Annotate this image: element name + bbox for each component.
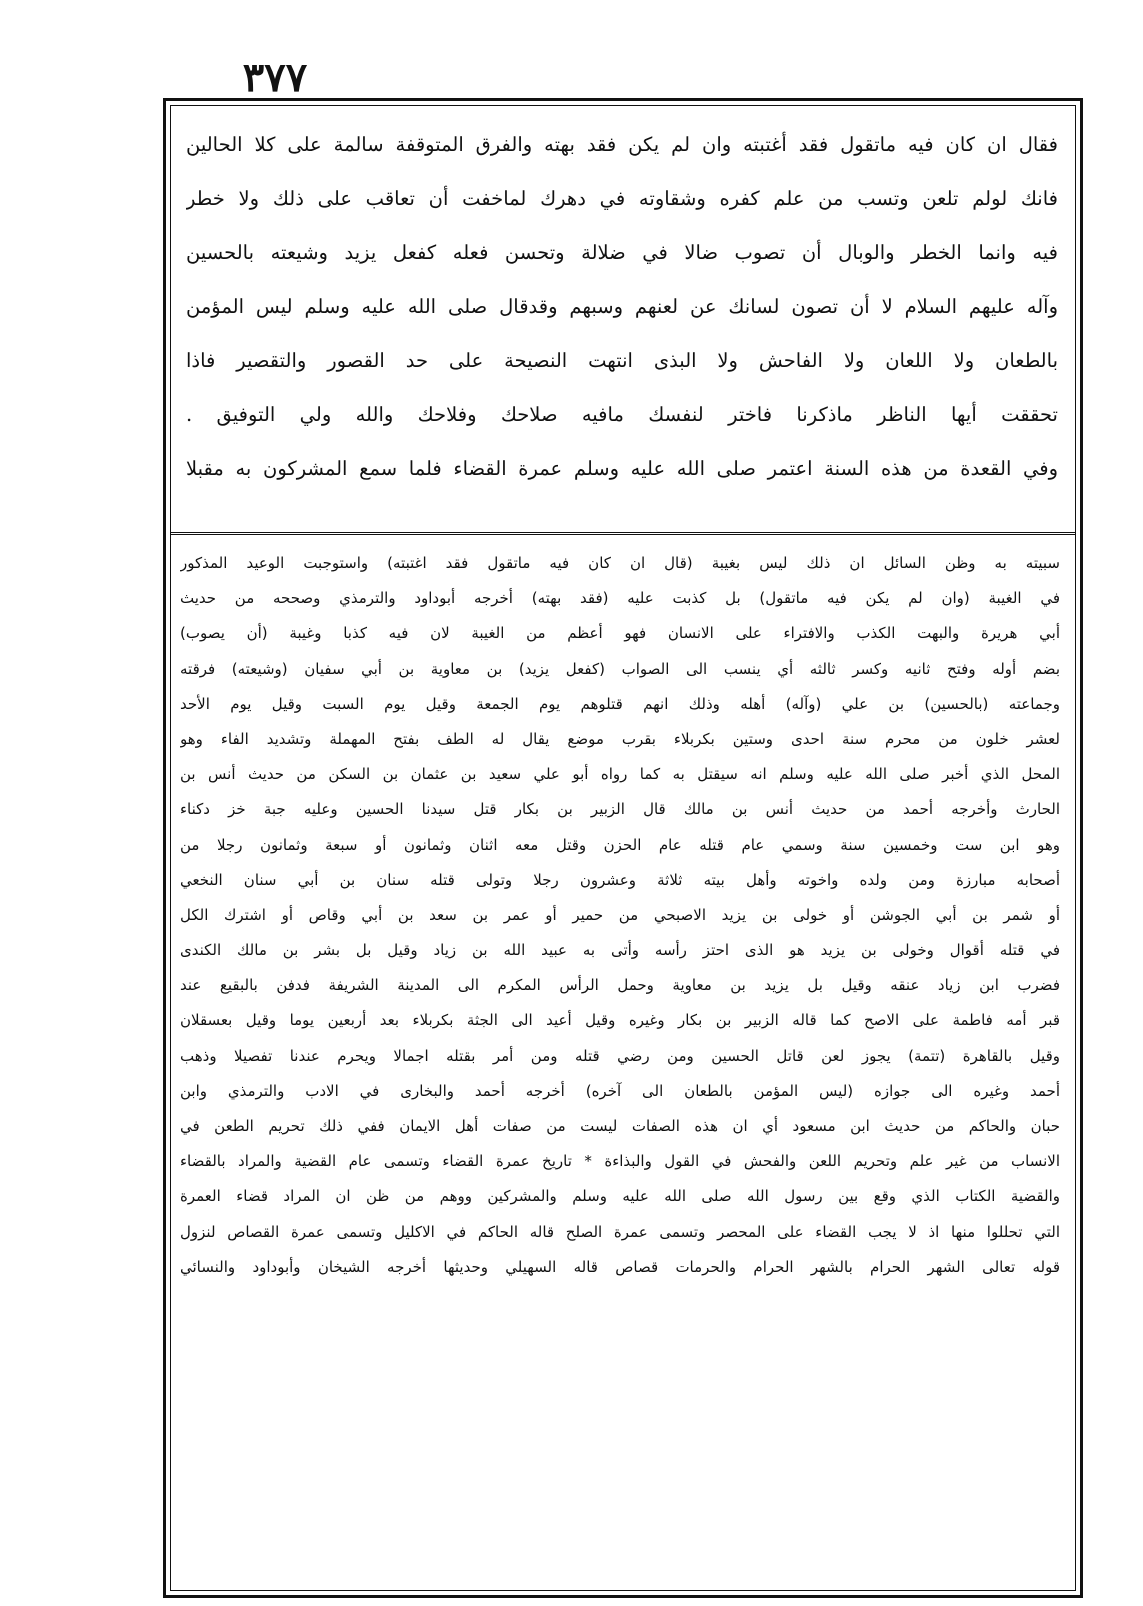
commentary-line: أحمد وغيره الى جوازه (ليس المؤمن بالطعان الى آخره) أخرجه أحمد والبخارى في الادب والترمذي وابن [180,1081,1060,1100]
commentary-line: في قتله أقوال وخولى بن يزيد هو الذى احتز رأسه وأتى به عبيد الله بن زياد وقيل بل بشر بن مالك الكندى [180,941,1060,960]
commentary-line: أو شمر بن أبي الجوشن أو خولى بن يزيد الاصبحي من حمير أو عمر بن سعد بن أبي وقاص أو اشترك الكل [180,905,1060,924]
commentary-line: قبر أمه فاطمة على الاصح كما قاله الزبير بن بكار وغيره وقيل أعيد الى الجثة بكربلاء بعد أربعين يوما وقيل بعسقلان [180,1011,1060,1030]
commentary-line: والقضية الكتاب الذي وقع بين رسول الله صلى الله عليه وسلم والمشركين ووهم من ظن ان المراد قضاء العمرة [180,1187,1060,1206]
commentary-line: أبي هريرة والبهت الكذب والافتراء على الانسان فهو أعظم من الغيبة لان فيه كذبا وغيبة (أن يصوب) [180,624,1060,643]
commentary-line: المحل الذي أخبر صلى الله عليه وسلم انه سيقتل به كما رواه أبو علي سعيد بن عثمان بن السكن من حديث أنس بن [180,765,1060,784]
commentary-line: لعشر خلون من محرم سنة احدى وستين بكربلاء بقرب موضع يقال له الطف بفتح المهملة وتشديد الفاء وهو [180,729,1060,748]
main-text-line: وآله عليهم السلام لا أن تصون لسانك عن لعنهم وسبهم وقدقال صلى الله عليه وسلم ليس المؤمن [186,295,1058,318]
commentary-line: وهو ابن ست وخمسين سنة وسمي عام قتله عام الحزن وقتل معه اثنان وثمانون أو سبعة وثمانون رجلا من [180,835,1060,854]
main-text-line: فانك لولم تلعن وتسب من علم كفره وشقاوته في دهرك لماخفت أن تعاقب على ذلك ولا خطر [186,187,1058,210]
main-text-line: فقال ان كان فيه ماتقول فقد أغتبته وان لم يكن فقد بهته والفرق المتوقفة سالمة على كلا الحالين [186,133,1058,156]
commentary-line: بضم أوله وفتح ثانيه وكسر ثالثه أي ينسب الى الصواب (كفعل يزيد) بن معاوية بن أبي سفيان (وشيعته) فرقته [180,659,1060,678]
commentary-line: قوله تعالى الشهر الحرام بالشهر الحرام والحرمات قصاص قاله السهيلي وحديثها أخرجه الشيخان وأبوداود والنسائي [180,1257,1060,1276]
main-text-block [186,118,1058,496]
commentary-line: الحارث وأخرجه أحمد من حديث أنس بن مالك قال الزبير بن بكار قتل سيدنا الحسين وعليه جبة خز دكناء [180,800,1060,819]
commentary-line: حبان والحاكم من حديث ابن مسعود أي ان هذه الصفات ليست من صفات أهل الايمان ففي ذلك تحريم الطعن في [180,1117,1060,1135]
section-separator [170,532,1076,535]
commentary-line: فضرب ابن زياد عنقه وقيل بل يزيد بن معاوية وحمل الرأس المكرم الى المدينة الشريفة فدفن بالبقيع عند [180,976,1060,995]
commentary-line: التي تحللوا منها اذ لا يجب القضاء على المحصر وتسمى عمرة الصلح قاله الحاكم في الاكليل وتسمى عمرة القصاص لنزول [180,1222,1060,1241]
main-text-line: تحققت أيها الناظر ماذكرنا فاختر لنفسك مافيه صلاحك وفلاحك والله ولي التوفيق . [186,403,1058,426]
commentary-line: أصحابه مبارزة ومن ولده واخوته وأهل بيته ثلاثة وعشرون رجلا وتولى قتله سنان بن أبي سنان النخعي [180,870,1060,889]
commentary-line: وقيل بالقاهرة (تتمة) يجوز لعن قاتل الحسين ومن رضي قتله ومن أمر بقتله اجمالا ويحرم عندنا تفصيلا وذهب [180,1046,1060,1065]
commentary-block [180,546,1060,1285]
main-text-line: بالطعان ولا اللعان ولا الفاحش ولا البذى انتهت النصيحة على حد القصور والتقصير فاذا [186,349,1058,372]
main-text-line: وفي القعدة من هذه السنة اعتمر صلى الله عليه وسلم عمرة القضاء فلما سمع المشركون به مقبلا [186,457,1058,480]
commentary-line: في الغيبة (وان لم يكن فيه ماتقول) بل كذبت عليه (فقد بهته) أخرجه أبوداود والترمذي وصححه من حديث [180,589,1060,608]
page-number: ٣٧٧ [242,54,308,101]
commentary-line: وجماعته (بالحسين) بن علي (وآله) أهله وذلك انهم قتلوهم يوم الجمعة وقيل يوم السبت وقيل يوم الأحد [180,694,1060,713]
commentary-line: الانساب من غير علم وتحريم اللعن والفحش في القول والبذاءة * تاريخ عمرة القضاء وتسمى عام القضية والمراد بالقضاء [180,1152,1060,1171]
commentary-line: سبيته به وظن السائل ان ذلك ليس بغيبة (قال ان كان فيه ماتقول فقد اغتبته) واستوجبت الوعيد المذكور [180,554,1060,572]
main-text-line: فيه وانما الخطر والوبال أن تصوب ضالا في ضلالة وتحسن فعله كفعل يزيد وشيعته بالحسين [186,241,1058,264]
